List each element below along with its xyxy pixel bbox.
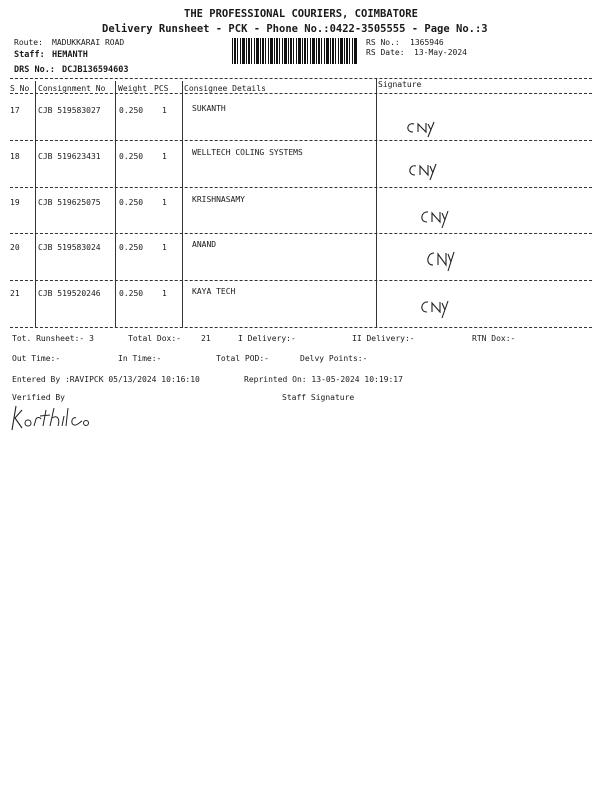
col-sno: S No [10, 84, 30, 93]
route-value: MADUKKARAI ROAD [52, 38, 125, 47]
tot-runsheet: Tot. Runsheet:- 3 [12, 334, 94, 343]
col-divider [182, 81, 183, 328]
drs-value: DCJB136594603 [62, 65, 129, 75]
row-consignee: KAYA TECH [192, 287, 236, 296]
runsheet-subtitle: Delivery Runsheet - PCK - Phone No.:0422-3505555 - Page No.:3 [102, 23, 488, 35]
total-dox-label: Total Dox:- [128, 334, 181, 343]
row-pcs: 1 [162, 243, 167, 252]
out-time: Out Time:- [12, 354, 61, 363]
col-divider [115, 81, 116, 328]
delvy-points: Delvy Points:- [300, 354, 368, 363]
staff-label: Staff: [14, 50, 45, 60]
signature-mark [418, 206, 452, 230]
row-sno: 17 [10, 106, 20, 115]
row-pcs: 1 [162, 289, 167, 298]
row-consignee: SUKANTH [192, 104, 226, 113]
verifier-signature [10, 402, 92, 432]
row-sno: 19 [10, 198, 20, 207]
in-time: In Time:- [118, 354, 162, 363]
staff-value: HEMANTH [52, 50, 88, 60]
table-bottom-rule [10, 327, 592, 328]
rs-date-label: RS Date: [366, 48, 405, 57]
col-signature: Signature [378, 80, 422, 89]
row-weight: 0.250 [119, 198, 144, 207]
row-divider [10, 233, 592, 234]
drs-label: DRS No.: [14, 65, 55, 75]
col-pcs: PCS [154, 84, 169, 93]
row-weight: 0.250 [119, 289, 144, 298]
col-weight: Weight [118, 84, 147, 93]
entered-by: Entered By :RAVIPCK 05/13/2024 10:16:10 [12, 375, 200, 384]
signature-mark [418, 296, 452, 320]
barcode [232, 38, 358, 64]
row-consignee: WELLTECH COLING SYSTEMS [192, 148, 303, 157]
verified-by: Verified By [12, 393, 65, 402]
signature-mark [404, 118, 438, 138]
row-divider [10, 140, 592, 141]
row-consignment: CJB 519583024 [38, 243, 101, 252]
row-divider [10, 280, 592, 281]
row-consignment: CJB 519583027 [38, 106, 101, 115]
col-divider [35, 81, 36, 328]
row-pcs: 1 [162, 198, 167, 207]
row-pcs: 1 [162, 152, 167, 161]
staff-signature: Staff Signature [282, 393, 355, 402]
rs-no-label: RS No.: [366, 38, 400, 47]
ii-delivery: II Delivery:- [352, 334, 415, 343]
row-sno: 18 [10, 152, 20, 161]
row-consignee: KRISHNASAMY [192, 195, 245, 204]
col-consignment: Consignment No [38, 84, 106, 93]
row-divider [10, 187, 592, 188]
rtn-dox: RTN Dox:- [472, 334, 516, 343]
route-label: Route: [14, 38, 43, 47]
row-consignee: ANAND [192, 240, 217, 249]
signature-mark [424, 247, 458, 273]
row-sno: 21 [10, 289, 20, 298]
total-pod: Total POD:- [216, 354, 269, 363]
header-bottom-rule [10, 93, 592, 94]
reprinted-on: Reprinted On: 13-05-2024 10:19:17 [244, 375, 403, 384]
col-divider [376, 78, 377, 328]
table-top-rule [10, 78, 592, 79]
rs-date-value: 13-May-2024 [414, 48, 467, 57]
row-consignment: CJB 519623431 [38, 152, 101, 161]
signature-mark [406, 160, 440, 182]
rs-no-value: 1365946 [410, 38, 444, 47]
col-consignee: Consignee Details [184, 84, 266, 93]
row-weight: 0.250 [119, 106, 144, 115]
row-sno: 20 [10, 243, 20, 252]
row-consignment: CJB 519520246 [38, 289, 101, 298]
total-dox-value: 21 [201, 334, 211, 343]
company-title: THE PROFESSIONAL COURIERS, COIMBATORE [184, 8, 418, 20]
row-weight: 0.250 [119, 152, 144, 161]
i-delivery: I Delivery:- [238, 334, 296, 343]
row-pcs: 1 [162, 106, 167, 115]
row-consignment: CJB 519625075 [38, 198, 101, 207]
row-weight: 0.250 [119, 243, 144, 252]
